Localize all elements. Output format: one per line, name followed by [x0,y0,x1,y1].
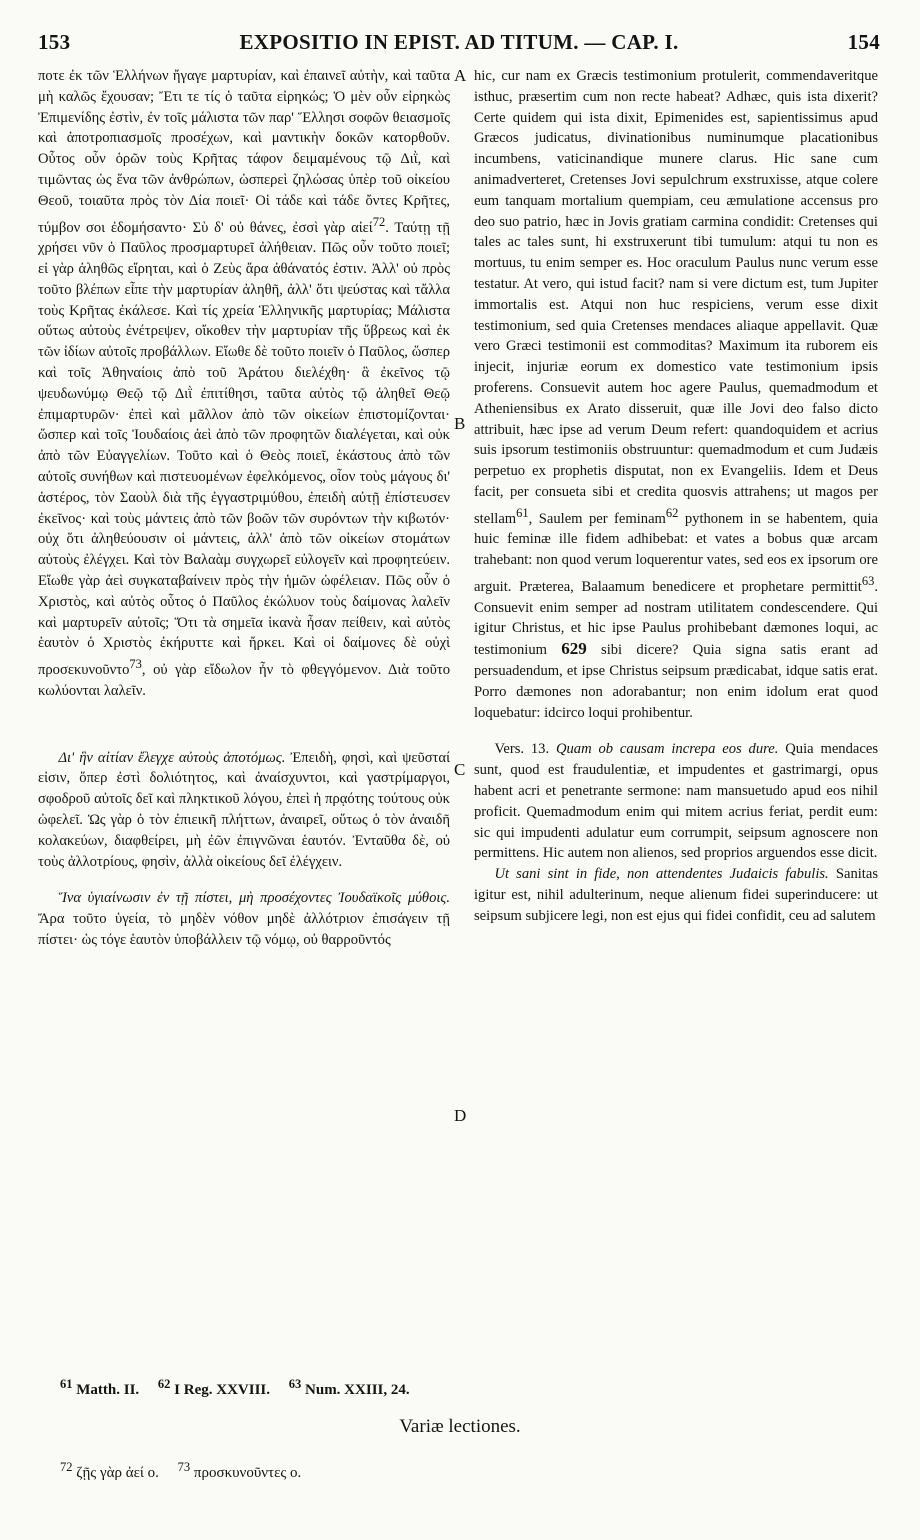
greek-paragraph-3: Ἵνα ὑγιαίνωσιν ἐν τῇ πίστει, μὴ προσέχοντες Ἰουδαϊκοῖς μύθοις. Ἄρα τοῦτο ὑγεία, τὸ μηδὲν νόθον μηδὲ ἀλλότριον ἐπισάγειν τῇ πίστει· ὡς τόγε ἑαυτὸν ὑποβάλλειν τῷ νόμῳ, οὐ θαρροῦντός [38,890,450,948]
latin-lemma: Ut sani sint in fide, non attendentes Judaicis fabulis. [494,866,829,883]
footnote-ref: 62 [665,505,679,520]
column-number: 629 [561,639,587,659]
latin-paragraph-3: Ut sani sint in fide, non attendentes Judaicis fabulis. Sanitas igitur est, nihil adulterinum, neque alienum fidei superinducere: ut seipsum subjicere legi, non est ejus qui fidei confidit, ceu ad salutem [474,866,879,924]
variant-readings: $^{72}$ ζῇς γὰρ ἀεί ο. $^{73}$ προσκυνοῦντες ο. [60,1460,302,1481]
page-number-right: 154 [847,30,880,54]
latin-paragraph-2: Vers. 13. Quam ob causam increpa eos dure. Quia mendaces sunt, quod est fraudulentiæ, et impudentes et gastrimargi, opus habent acri et penetrante sermone: nam mansuetudo apud eos nihil proficit. Quemadmodum enim qui mitem acrius feriat, perdit eum: sic qui impudenti adulatur eum corrumpit, seipsum agnoscere non permittens. Hic autem non alienos, sed proprios arguendos esse dicit. [474,741,879,862]
latin-column [474,66,878,927]
latin-paragraph-1: hic, cur nam ex Græcis testimonium protulerit, commendaveritque isthuc, præsertim cum non recte habeat? Adhæc, quis ista dixerit? Certe quidem qui ista dixit, Epimenides est, sapientissimus apud Græcos judicatus, divinationibus numinumque placationibus incumbens, vaticinandique munere clarus. Hic sane cum animadverteret, Cretenses Jovi sepulchrum exstruxisse, atque colere eum tanquam mortalium quempiam, ceu æmulatione accensus pro deo suo patrio, hæc in Jovis gratiam carmina condidit: Cretenses qui tales ac tales sunt, hi exstruxerunt tibi tumulum: atqui tu non es mortuus, tu enim semper es. Hoc oraculum Paulus nunc verum esse testatur. At vero, qui istud facit? nam si vere dictum est, tum Jupiter immortalis est. Atqui non huc respiciens, verum esse dixit testimonium, sed quia Cretenses mendaces aliaque appellavit. Quæ vero Græci testimonii est commoditas? Maximum ita ruborem eis injecit, injuriæ eorum ex domestico vate testimonium ipsis proferens. Consuevit autem hoc agere Paulus, quemadmodum et Atheniensibus ex Arato disseruit, quæ ille Jovi deo falso dicto attribuit, hæc ipse ad verum Deum refert: quandoquidem et acrius suis ipsorum testimoniis obstruuntur: quemadmodum et cum Judæis perpetuo ex prophetis disputat, non ex Evangeliis. Idem et Deus facit, per consueta sibi et credita quosvis attrahens; ut magos per stellam$^{61}$, Saulem per feminam$^{62}$ pythonem in se habentem, quia huic feminæ ille fidem adhibebat: et vates a bobus quæ arcam trahebant: non quod verum loquerentur vates, sed eos ex ipsorum ore arguit. Præterea, Balaamum benedicere et prophetare permittit$^{63}$. Consuevit enim semper ad nostram utilitatem condescendere. Qui igitur Christus, et hic ipse Paulus prohibebant dæmones loqui, ac testimonium 629 sibi dicere? Quia signa satis erant ad persuadendum, et ipse Christus seipsum prædicabat, idque satis erat. Porro dæmones non adorabantur; non enim idolum erat quod loquebatur: idcirco loqui prohibentur. [474,68,878,721]
section-marker-b: B [454,414,466,433]
section-marker-a: A [454,66,467,85]
section-marker-c: C [454,760,466,779]
greek-lemma: Δι' ἣν αἰτίαν ἔλεγχε αὐτοὺς ἀποτόμως. [58,749,286,766]
greek-paragraph-1: ποτε ἐκ τῶν Ἑλλήνων ἤγαγε μαρτυρίαν, καὶ ἐπαινεῖ αὐτὴν, καὶ ταῦτα μὴ καλῶς ἔχουσαν; Ἔτι τε τίς ὁ ταῦτα εἰρηκώς; Ὁ μὲν οὖν εἰρηκὼς Ἐπιμενίδης ἐστὶν, ἐν τοῖς μάλιστα τῶν παρ' Ἕλλησι σοφῶν θειασμοῖς καὶ ἀποτροπιασμοῖς προσέχων, καὶ μαντικὴν δοκῶν κατορθοῦν. Οὗτος οὖν ὁρῶν τοὺς Κρῆτας τάφον δειμαμένους τῷ Διῒ, καὶ τιμῶντας ὡς ἕνα τῶν ἀνθρώπων, ὡσπερεὶ ζηλώσας ὑπὲρ τοῦ οἰκείου Θεοῦ, τοιαῦτα πρὸς τὸν Δία ποιεῖ· Οἱ τάδε καὶ τάδε ὄντες Κρῆτες, τύμβον σοι ἐδομήσαντο· Σὺ δ' οὐ θάνες, ἐσσὶ γὰρ αἰεί$^{72}$. Ταύτῃ τῇ χρήσει νῦν ὁ Παῦλος προσμαρτυρεῖ ἀλήθειαν. Πῶς οὖν τοῦτο ποιεῖ; εἰ γὰρ ἀληθῶς εἴρηται, καὶ ὁ Ζεὺς ἄρα ἀθάνατός ἐστιν. Ἀλλ' οὐ πρὸς τοῦτο βλέπων εἶπε τὴν μαρτυρίαν ἀληθῆ, ἀλλ' ὅτι ψεύστας καὶ τἄλλα τοὺς Κρῆτας ἐκάλεσε. Καὶ τίς χρεία Ἑλληνικῆς μαρτυρίας; Μάλιστα οὕτως αὐτοὺς ἐνέτρεψεν, οἴκοθεν τὴν μαρτυρίαν τῆς ὕβρεως καὶ ἐκ τῶν ἰδίων αὐτοῖς προβάλλων. Εἴωθε δὲ τοῦτο ποιεῖν ὁ Παῦλος, ὥσπερ καὶ τοῖς Ἀθηναίοις ἀπὸ τοῦ Ἀράτου διελέχθη· ἃ ἐκεῖνος τῷ ψευδωνύμῳ Θεῷ τῷ Διῒ ἐπιτίθησι, ταῦτα αὐτὸς τῷ ἀληθεῖ Θεῷ ἐπιμαρτυρῶν· ἐπεὶ καὶ μᾶλλον ἀπὸ τῶν οἰκείων ἐπιστομίζονται· ὥσπερ καὶ τοῖς Ἰουδαίοις ἀεὶ ἀπὸ τῶν προφητῶν διαλέγεται, καὶ οὐκ ἀπὸ τῶν Εὐαγγελίων. Τοῦτο καὶ ὁ Θεὸς ποιεῖ, ἑκάστους ἀπὸ τῶν αὐτοῖς συνήθων καὶ πιστευομένων ἐφελκόμενος, οἷον τοὺς μάγους δι' ἀστέρος, τὸν Σαοὺλ διὰ τῆς ἐγγαστριμύθου, ἐπειδὴ αὐτῇ ἐπίστευσεν ἐκεῖνος· καὶ τοὺς μάντεις ἀπὸ τῶν βοῶν τῶν συρόντων τὴν κιβωτόν· οὐχ ὅτι ἀληθεύουσιν οἱ μάντεις, ἀλλ' ἀπὸ τῶν οἰκείων στομάτων αὐτοὺς ἐλέγχει. Καὶ τὸν Βαλαὰμ συγχωρεῖ εὐλογεῖν καὶ προφητεύειν. Εἴωθε γὰρ ἀεὶ συγκαταβαίνειν πρὸς τὴν ἡμῶν ὠφέλειαν. Πῶς οὖν ὁ Χριστὸς, καὶ αὐτὸς οὗτος ὁ Παῦλος ἐκώλυον τοὺς δαίμονας λαλεῖν καὶ μαρτυρεῖν αὐτοῖς; Ὅτι τὰ σημεῖα ἱκανὰ ἦσαν πείθειν, καὶ αὐτὸς ἑαυτὸν ὁ Χριστὸς ἐκήρυττε καὶ ἤρκει. Καὶ οἱ δαίμονες δὲ οὐχὶ προσεκυνοῦντο$^{73}$, οὐ γὰρ εἴδωλον ἦν τὸ φθεγγόμενον. Διὰ τοῦτο κωλύονται λαλεῖν. [38,68,450,699]
greek-column [38,66,450,951]
footnotes: $^{61}$ Matth. II. $^{62}$ I Reg. XXVIII. $^{63}$ Num. XXIII, 24. [60,1377,410,1398]
footnote-ref: 61 [516,505,529,520]
footnote-ref: 72 [372,214,386,229]
page-number-left: 153 [38,30,71,54]
latin-lemma: Quam ob causam increpa eos dure. [549,741,779,758]
footnote-ref: 73 [129,657,142,672]
greek-paragraph-2: Δι' ἣν αἰτίαν ἔλεγχε αὐτοὺς ἀποτόμως. Ἐπειδὴ, φησὶ, καὶ ψεῦσταί εἰσιν, ὅπερ ἐστὶ δολιότητος, καὶ ἀναίσχυντοι, καὶ γαστρίμαργοι, σφοδροῦ αὐτοῖς δεῖ καὶ πληκτικοῦ λόγου, ἐπεὶ ἡ πρᾳότης τούτους οὐκ ὠφελεῖ. Ὡς γὰρ ὁ τὸν ἐπιεικῆ πλήττων, ἀναιρεῖ, οὕτως ὁ τὸν ἀναιδῆ κολακεύων, διαφθείρει, μὴ ἐῶν ἐπιγνῶναι ἑαυτόν. Ἐνταῦθα δὲ, οὐ τοὺς ἀλλοτρίους, φησὶν, ἀλλὰ οἰκείους δεῖ ἐλέγχειν. [38,749,450,870]
section-marker-d: D [454,1106,467,1125]
running-header [38,30,880,58]
running-title: EXPOSITIO IN EPIST. AD TITUM. — CAP. I. [239,30,679,54]
variae-lectiones-heading: Variæ lectiones. [399,1416,521,1437]
greek-lemma: Ἵνα ὑγιαίνωσιν ἐν τῇ πίστει, μὴ προσέχοντες Ἰουδαϊκοῖς μύθοις. [58,890,450,907]
footnote-ref: 63 [861,573,875,588]
verse-label: Vers. 13. [494,741,550,758]
